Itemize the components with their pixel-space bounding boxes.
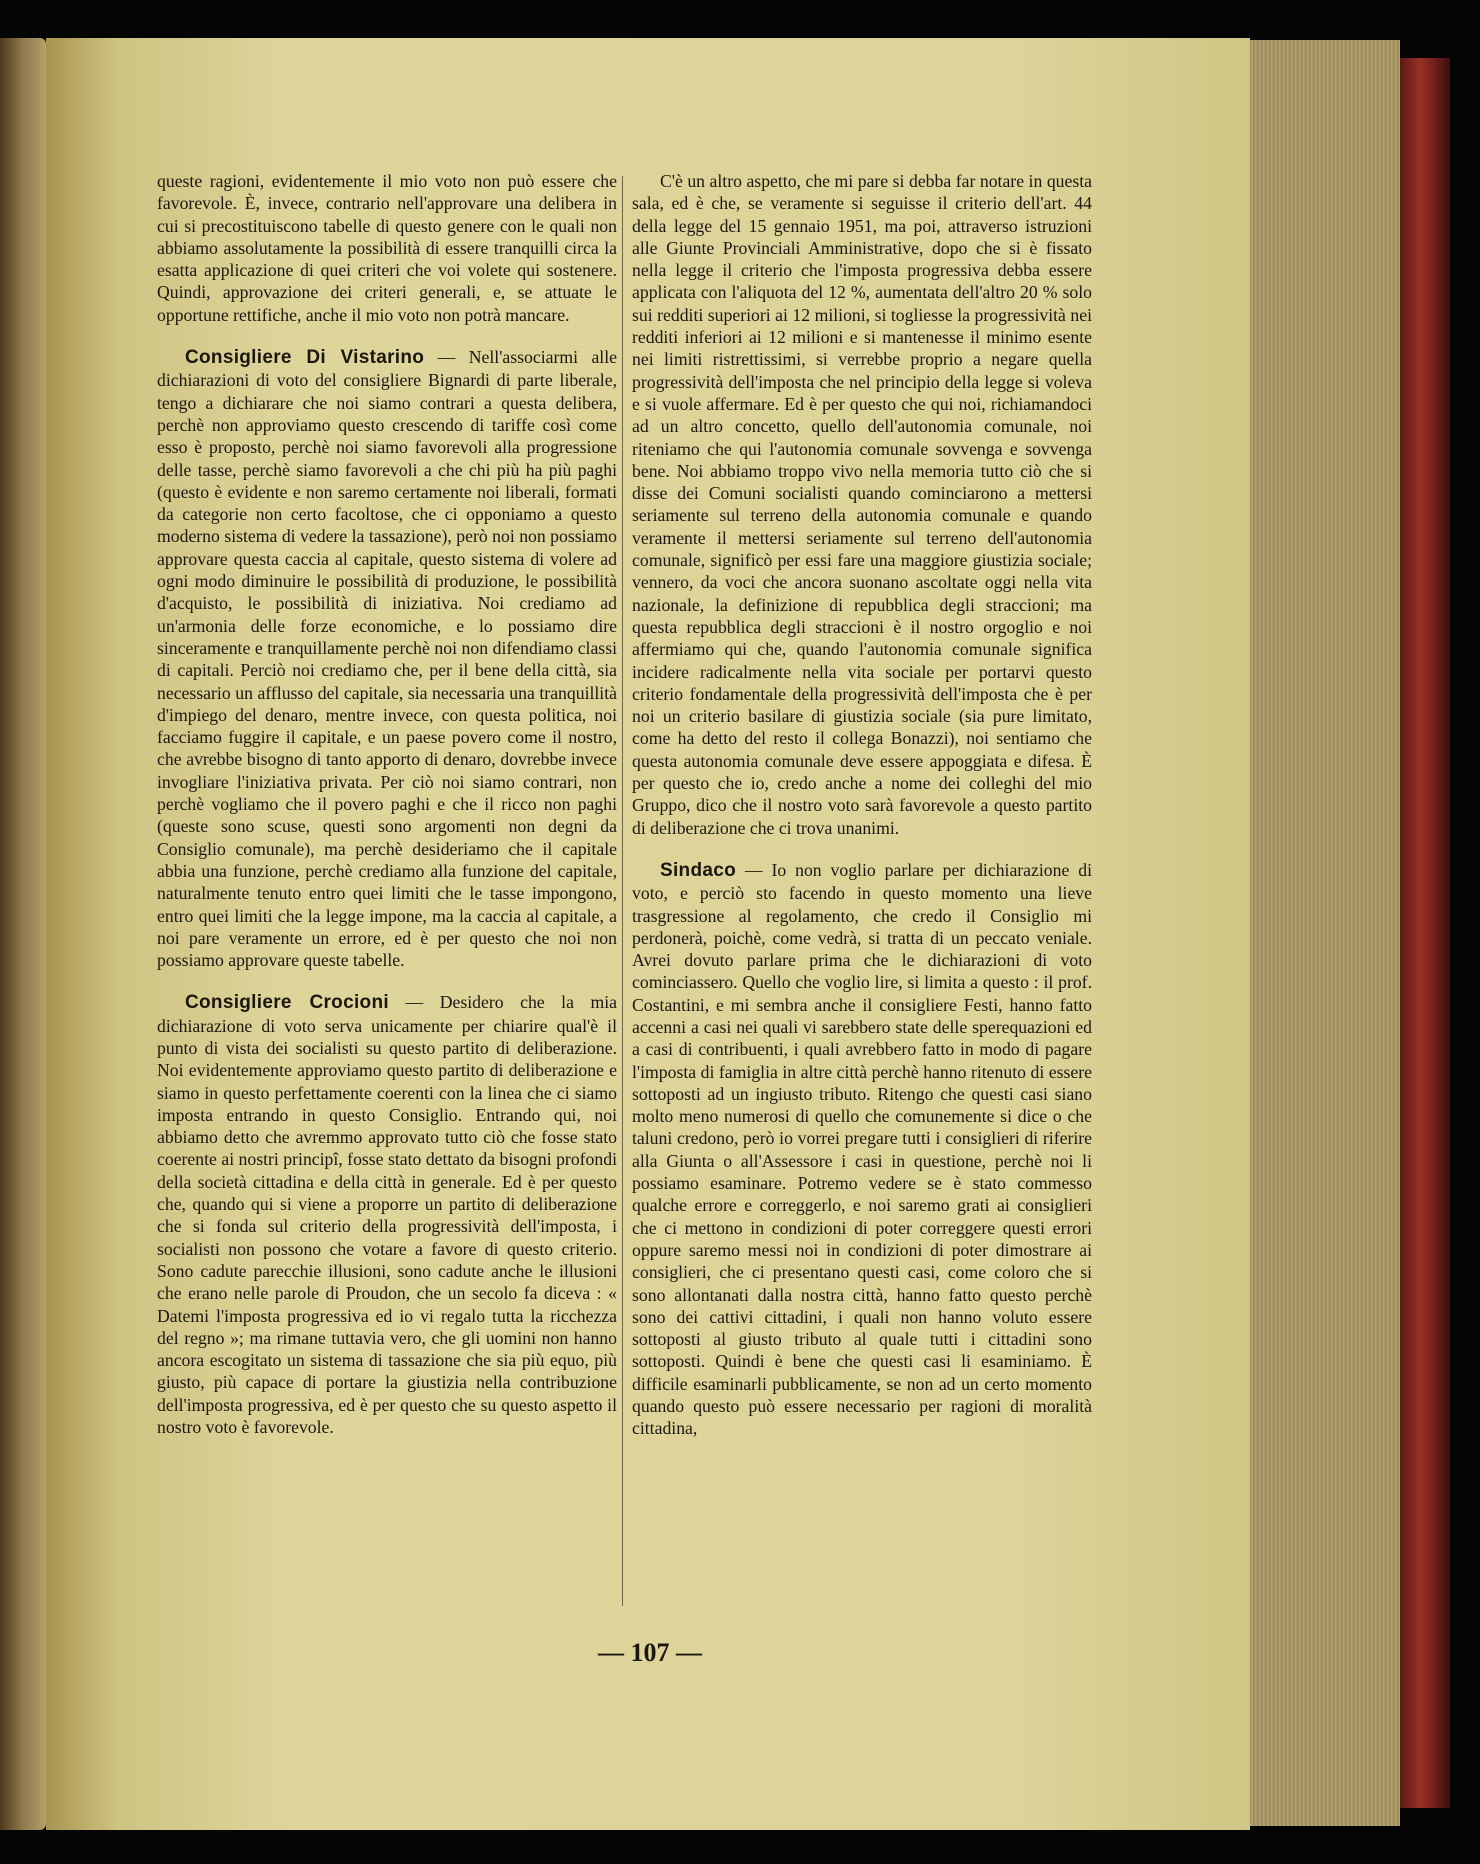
left-column [157, 170, 617, 1438]
speaker-name: Consigliere Crocioni [185, 992, 389, 1014]
speaker-name: Consigliere Di Vistarino [185, 347, 425, 369]
speech-text: — Desidero che la mia dichiarazione di voto serva unicamente per chiarire qual'è il punto di vista dei socialisti su questo partito di deliberazione. Noi evidentemente approviamo questo partito di deliberazione e siamo in questo perfettamente coerenti con la linea che ci siamo imposta entrando in questo Consiglio. Entrando qui, noi abbiamo detto che avremmo approvato tutto ciò che fosse stato coerente ai nostri principî, fosse stato dettato da bisogni profondi della società cittadina e della città in generale. Ed è per questo che, quando qui si viene a proporre un partito di deliberazione che si fonda sul criterio della progressività dell'imposta, i socialisti non possono che votare a favore di questo criterio. Sono cadute parecchie illusioni, sono cadute anche le illusioni che erano nelle parole di Proudon, che un secolo fa diceva : « Datemi l'imposta progressiva ed io vi regalo tutta la ricchezza del regno »; ma rimane tuttavia vero, che gli uomini non hanno ancora escogitato un sistema di tassazione che sia più equo, più giusto, più capace di portare la giustizia nella contribuzione dell'imposta progressiva, ed è per questo che su questo aspetto il nostro voto è favorevole. [157, 992, 618, 1438]
left-paragraph-crocioni [157, 991, 617, 1438]
left-page-edge [0, 38, 46, 1830]
speaker-name: Sindaco [660, 859, 737, 881]
speech-text: — Io non voglio parlare per dichiarazione di voto, e perciò sto facendo in questo momento una lieve trasgressione al regolamento, che credo il Consiglio mi perdonerà, poichè, come vedrà, si tratta di un peccato veniale. Avrei dovuto parlare prima che le dichiarazioni di voto cominciassero. Quello che voglio lire, si limita a questo : il prof. Costantini, e mi sembra anche il consigliere Festi, hanno fatto accenni a casi nei quali vi sarebbero state delle sperequazioni ed a casi di contribuenti, i quali avrebbero fatto in modo di pagare l'imposta di famiglia in altre città perchè hanno ritenuto di essere sottoposti ad un ingiusto tributo. Ritengo che questi casi siano molto meno numerosi di quello che comunemente si dice o che taluni credono, però io vorrei pregare tutti i consiglieri di riferire alla Giunta o all'Assessore i casi in questione, perchè noi li possiamo esaminare. Potremo vedere se è stato commesso qualche errore e correggerlo, e noi saremo grati ai consiglieri che ci mettono in condizioni di poter correggere questi errori oppure saremo messi noi in condizioni di poter dimostrare ai consiglieri, che ci presentano questi casi, come coloro che si sono allontanati dalla nostra città, hanno fatto questo perchè sono dei cattivi cittadini, i quali non hanno voluto essere sottoposti al giusto tributo al quale tutti i cittadini sono sottoposti. Quindi è bene che questi casi li esaminiamo. È difficile esaminarli pubblicamente, se non ad un certo momento quando questo può essere necessario per ragioni di moralità cittadina, [632, 859, 1092, 1439]
page-number: — 107 — [598, 1638, 702, 1667]
right-paragraph-continuation: C'è un altro aspetto, che mi pare si debba far notare in questa sala, ed è che, se veramente si seguisse il criterio dell'art. 44 della legge del 15 gennaio 1951, ma poi, attraverso istruzioni alle Giunte Provinciali Amministrative, dopo che si è fissato nella legge il criterio che l'imposta progressiva debba essere applicata con l'aliquota del 12 %, aumentata dell'altro 20 % solo sui redditi superiori ai 12 milioni, si togliesse la progressività nei redditi inferiori ai 12 milioni e si mantenesse il minimo esente nei limiti ristrettissimi, si verrebbe proprio a negare quella progressività dell'imposta che nel principio della legge si voleva e si vuole affermare. Ed è per questo che qui noi, richiamandoci ad un altro concetto, quello dell'autonomia comunale, noi riteniamo che qui l'autonomia comunale sovvenga e sovvenga bene. Noi abbiamo troppo vivo nella memoria tutto ciò che si disse dei Comuni socialisti quando cominciarono a mettersi seriamente sul terreno della autonomia comunale e quando veramente il mettersi seriamente sul terreno dell'autonomia comunale, significò per essi fare una maggiore giustizia sociale; vennero, da voci che ancora suonano ascoltate oggi nella vita nazionale, la definizione di repubblica degli straccioni; ma questa repubblica degli straccioni è il nostro orgoglio e noi affermiamo qui che, quando l'autonomia comunale significa incidere radicalmente nella vita sociale per portarvi questo criterio fondamentale della progressività dell'imposta che è per noi un criterio basilare di giustizia sociale (sia pure limitato, come ha detto del resto il collega Bonazzi), noi sentiamo che questa autonomia comunale deve essere appoggiata e difesa. È per questo che io, credo anche a nome dei colleghi del mio Gruppo, dico che il nostro voto sarà favorevole a questo partito di deliberazione che ci trova unanimi. [632, 171, 1092, 838]
left-paragraph-vistarino [157, 346, 617, 971]
left-paragraph-continuation: queste ragioni, evidentemente il mio voto non può essere che favorevole. È, invece, contrario nell'approvare una delibera in cui si precostituiscono tabelle di questo genere con le quali non abbiamo assolutamente la possibilità di essere tranquilli circa la esatta applicazione di quei criteri che voi volete qui sostenere. Quindi, approvazione dei criteri generali, e, se attuate le opportune rettifiche, anche il mio voto non potrà mancare. [157, 171, 617, 325]
right-column [632, 170, 1092, 1440]
right-paragraph-sindaco [632, 859, 1092, 1440]
page-block-edges [1250, 40, 1400, 1826]
speech-text: — Nell'associarmi alle dichiarazioni di voto del consigliere Bignardi di parte liberale, tengo a dichiarare che noi siamo contrari a questa delibera, perchè non approviamo questo crescendo di tariffe così come esso è proposto, perchè noi siamo favorevoli alla progressione delle tasse, perchè siamo favorevoli a che chi più ha più paghi (questo è evidente e non saremo certamente noi liberali, formati da categorie non certo facoltose, che ci opponiamo a questo moderno sistema di vedere la tassazione), però noi non possiamo approvare questa caccia al capitale, questo sistema di volere ad ogni modo diminuire le possibilità di produzione, le possibilità d'acquisto, le possibilità di iniziativa. Noi crediamo ad un'armonia delle forze economiche, e lo possiamo dire sinceramente e tranquillamente perchè noi non difendiamo classi di capitali. Perciò noi crediamo che, per il bene della città, sia necessario un afflusso del capitale, sia necessaria una tranquillità d'impiego del denaro, mentre invece, con questa politica, noi facciamo fuggire il capitale, e un paese povero come il nostro, che avrebbe bisogno di tanto apporto di denaro, dovrebbe invece invogliare l'iniziativa privata. Per ciò noi siamo contrari, non perchè vogliamo che il povero paghi e che il ricco non paghi (queste sono scuse, questi sono argomenti non degni da Consiglio comunale), ma perchè desideriamo che il capitale abbia una funzione, perchè crediamo alla funzione del capitale, naturalmente tenuto entro quei limiti che le tasse impongono, entro quei limiti che la legge impone, ma la caccia al capitale, a noi pare veramente un errore, ed è per questo che noi non possiamo approvare queste tabelle. [157, 347, 617, 971]
book-cover-edge [1400, 58, 1450, 1808]
column-divider [622, 176, 623, 1606]
